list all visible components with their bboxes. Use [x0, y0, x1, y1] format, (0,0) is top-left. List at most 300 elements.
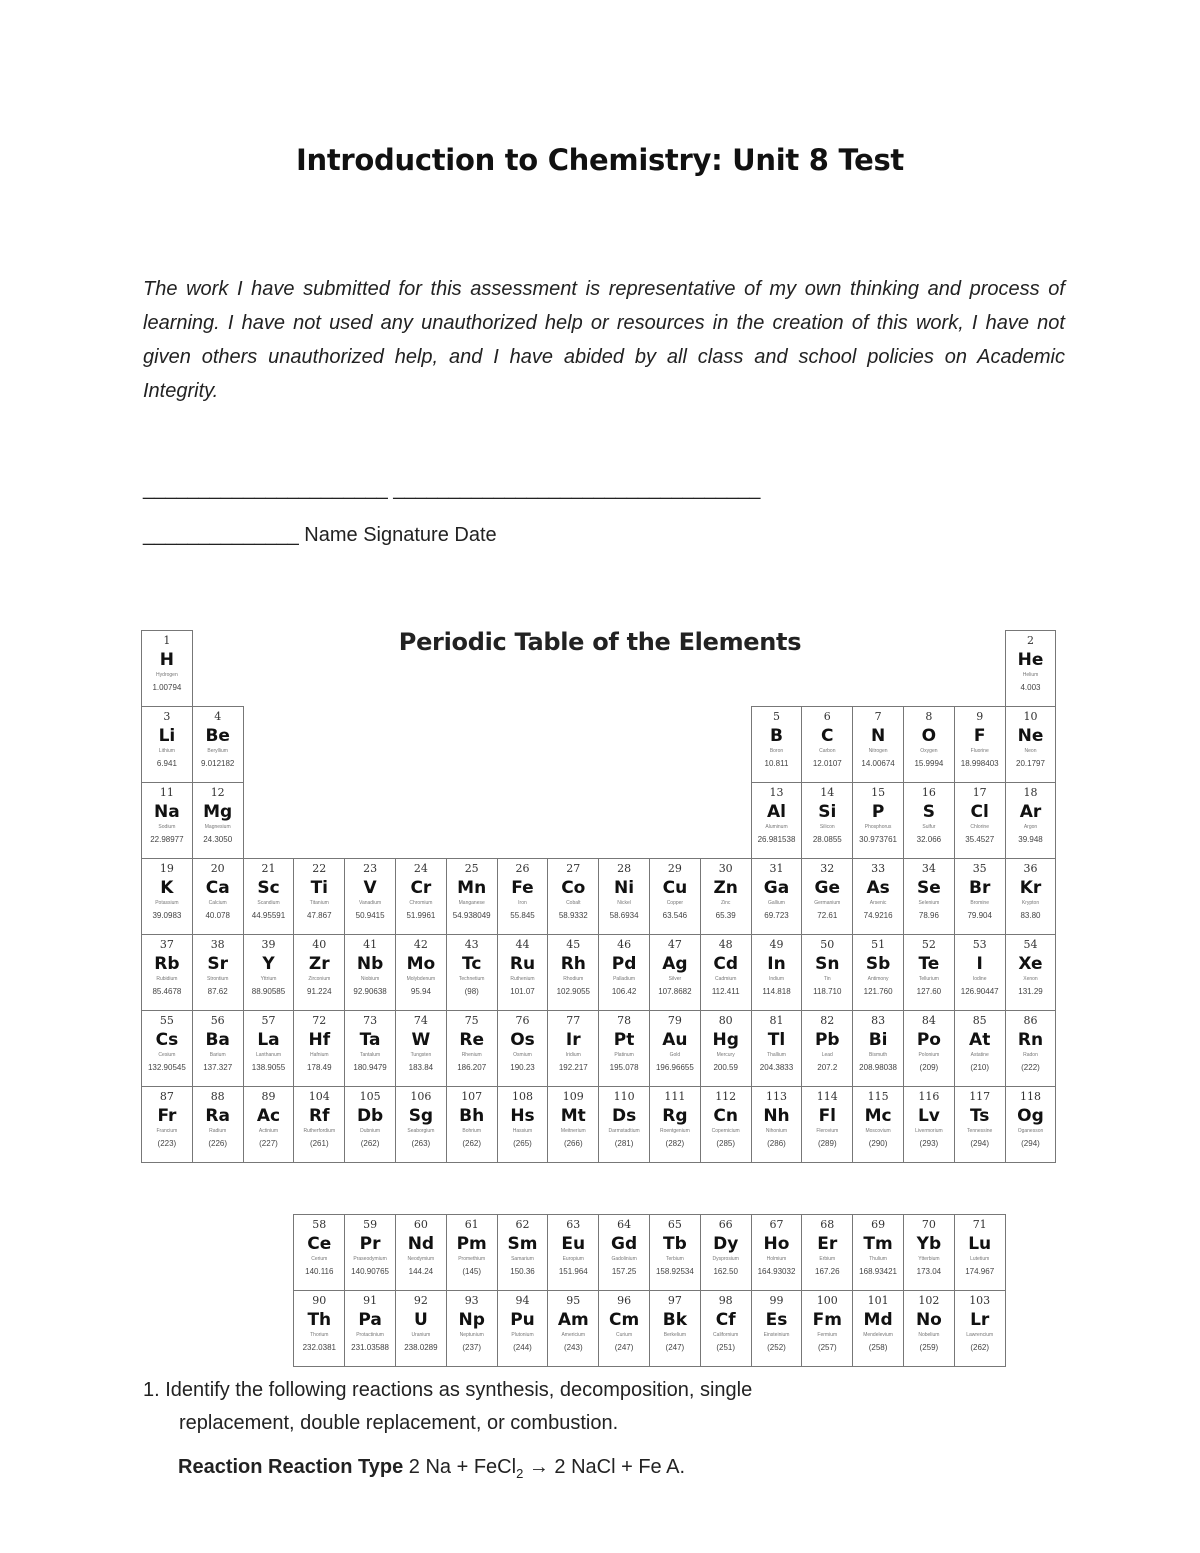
atomic-number: 8	[925, 710, 933, 723]
element-symbol: V	[363, 878, 377, 898]
element-name: Cerium	[311, 1256, 328, 1262]
element-cell-md	[852, 1290, 904, 1367]
atomic-mass: 24.3050	[203, 835, 233, 844]
atomic-mass: (286)	[767, 1139, 786, 1148]
element-cell-ni	[598, 858, 650, 935]
element-symbol: Be	[205, 726, 230, 746]
element-name: Thallium	[767, 1052, 786, 1058]
element-name: Vanadium	[359, 900, 382, 906]
element-name: Indium	[768, 976, 784, 982]
element-symbol: Bk	[662, 1310, 688, 1330]
atomic-mass: 92.90638	[353, 987, 387, 996]
element-symbol: Tl	[767, 1030, 786, 1050]
element-cell-po	[903, 1010, 955, 1087]
atomic-mass: 65.39	[715, 911, 736, 920]
element-symbol: Np	[458, 1310, 485, 1330]
element-symbol: Ac	[256, 1106, 281, 1126]
element-name: Germanium	[814, 900, 841, 906]
element-name: Mendelevium	[863, 1332, 893, 1338]
element-cell-al	[751, 782, 803, 859]
element-name: Rhodium	[563, 976, 584, 982]
element-symbol: Cl	[970, 802, 989, 822]
element-symbol: Db	[356, 1106, 384, 1126]
element-cell-kr	[1005, 858, 1057, 935]
atomic-mass: (261)	[309, 1139, 329, 1148]
element-cell-np	[446, 1290, 498, 1367]
element-cell-pb	[801, 1010, 853, 1087]
element-cell-tc	[446, 934, 498, 1011]
element-cell-u	[395, 1290, 447, 1367]
element-symbol: Ga	[763, 878, 790, 898]
element-symbol: Cr	[410, 878, 432, 898]
atomic-number: 103	[969, 1294, 991, 1307]
element-cell-y	[243, 934, 295, 1011]
question-text-line1: Identify the following reactions as synthesis, decomposition, single	[165, 1379, 753, 1401]
element-name: Lithium	[158, 748, 175, 754]
element-cell-tl	[751, 1010, 803, 1087]
element-symbol: Au	[662, 1030, 688, 1050]
atomic-number: 46	[617, 938, 632, 951]
element-cell-ra	[192, 1086, 244, 1163]
element-cell-in	[751, 934, 803, 1011]
element-cell-ru	[497, 934, 549, 1011]
element-cell-cs	[141, 1010, 193, 1087]
element-cell-as	[852, 858, 904, 935]
atomic-mass: 12.0107	[812, 759, 842, 768]
atomic-mass: (247)	[614, 1343, 634, 1352]
element-symbol: Nh	[763, 1106, 790, 1126]
atomic-number: 117	[969, 1090, 991, 1103]
atomic-mass: 200.59	[713, 1063, 738, 1072]
atomic-number: 33	[871, 862, 886, 875]
atomic-number: 1	[163, 634, 171, 647]
element-cell-rg	[649, 1086, 701, 1163]
atomic-number: 109	[562, 1090, 584, 1103]
atomic-number: 49	[769, 938, 784, 951]
atomic-number: 76	[515, 1014, 530, 1027]
atomic-mass: (244)	[513, 1343, 532, 1352]
element-name: Scandium	[257, 900, 280, 906]
element-symbol: In	[767, 954, 786, 974]
element-symbol: Eu	[561, 1234, 586, 1254]
atomic-mass: (294)	[1021, 1139, 1040, 1148]
element-cell-fe	[497, 858, 549, 935]
element-name: Thulium	[869, 1256, 887, 1262]
atomic-mass: 74.9216	[863, 911, 893, 920]
atomic-number: 16	[921, 786, 936, 799]
atomic-mass: 144.24	[408, 1267, 434, 1276]
atomic-number: 40	[312, 938, 327, 951]
element-cell-o	[903, 706, 955, 783]
atomic-number: 39	[261, 938, 276, 951]
element-cell-ir	[547, 1010, 599, 1087]
element-cell-hg	[700, 1010, 752, 1087]
element-cell-hf	[293, 1010, 345, 1087]
element-symbol: H	[159, 650, 175, 670]
atomic-number: 93	[464, 1294, 479, 1307]
element-cell-bi	[852, 1010, 904, 1087]
element-name: Dysprosium	[712, 1256, 739, 1262]
element-cell-mc	[852, 1086, 904, 1163]
element-cell-li	[141, 706, 193, 783]
element-symbol: Lr	[970, 1310, 990, 1330]
atomic-mass: (209)	[919, 1063, 939, 1072]
element-cell-na	[141, 782, 193, 859]
atomic-number: 89	[261, 1090, 276, 1103]
element-name: Plutonium	[511, 1332, 534, 1338]
atomic-number: 83	[871, 1014, 886, 1027]
element-cell-rb	[141, 934, 193, 1011]
element-cell-mo	[395, 934, 447, 1011]
element-symbol: Li	[158, 726, 176, 746]
atomic-number: 111	[664, 1090, 686, 1103]
element-cell-ba	[192, 1010, 244, 1087]
atomic-mass: 88.90585	[251, 987, 286, 996]
atomic-mass: 1.00794	[152, 683, 182, 692]
atomic-number: 20	[210, 862, 225, 875]
element-name: Bohrium	[462, 1128, 481, 1134]
atomic-mass: 232.0381	[302, 1343, 336, 1352]
element-name: Copper	[666, 900, 684, 906]
element-cell-pd	[598, 934, 650, 1011]
element-name: Bromine	[970, 900, 989, 906]
element-name: Argon	[1023, 824, 1038, 830]
element-name: Bismuth	[869, 1052, 888, 1058]
atomic-mass: (259)	[919, 1343, 939, 1352]
element-name: Xenon	[1023, 976, 1038, 982]
element-name: Nitrogen	[868, 748, 888, 754]
element-name: Gold	[669, 1052, 681, 1058]
element-symbol: Yb	[916, 1234, 942, 1254]
element-symbol: Mg	[203, 802, 233, 822]
element-cell-h	[141, 630, 193, 707]
atomic-mass: (285)	[716, 1139, 736, 1148]
element-symbol: Nb	[356, 954, 384, 974]
element-symbol: Cu	[662, 878, 688, 898]
element-name: Tin	[823, 976, 831, 982]
atomic-mass: (251)	[716, 1343, 736, 1352]
question-1	[143, 1374, 752, 1440]
atomic-mass: 238.0289	[404, 1343, 438, 1352]
element-cell-th	[293, 1290, 345, 1367]
element-symbol: Na	[154, 802, 180, 822]
element-name: Meitnerium	[560, 1128, 586, 1134]
element-cell-yb	[903, 1214, 955, 1291]
atomic-mass: 231.03588	[351, 1343, 389, 1352]
element-name: Thorium	[310, 1332, 329, 1338]
atomic-number: 118	[1019, 1090, 1041, 1103]
element-symbol: Pa	[358, 1310, 382, 1330]
element-name: Gadolinium	[611, 1256, 637, 1262]
element-cell-cu	[649, 858, 701, 935]
atomic-number: 92	[413, 1294, 428, 1307]
element-cell-mt	[547, 1086, 599, 1163]
element-name: Oganesson	[1017, 1128, 1044, 1134]
element-symbol: Sc	[257, 878, 280, 898]
atomic-number: 99	[769, 1294, 784, 1307]
atomic-mass: (223)	[157, 1139, 177, 1148]
element-cell-k	[141, 858, 193, 935]
atomic-number: 80	[718, 1014, 733, 1027]
element-cell-nh	[751, 1086, 803, 1163]
element-symbol: Y	[262, 954, 275, 974]
atomic-number: 96	[617, 1294, 632, 1307]
atomic-mass: (243)	[563, 1343, 583, 1352]
element-cell-gd	[598, 1214, 650, 1291]
atomic-number: 87	[159, 1090, 174, 1103]
atomic-number: 25	[464, 862, 479, 875]
periodic-table	[141, 628, 1056, 1368]
element-cell-c	[801, 706, 853, 783]
atomic-mass: 39.0983	[152, 911, 182, 920]
element-cell-ga	[751, 858, 803, 935]
element-cell-sg	[395, 1086, 447, 1163]
element-symbol: Es	[765, 1310, 788, 1330]
element-symbol: Br	[969, 878, 991, 898]
element-name: Promethium	[458, 1256, 486, 1262]
element-symbol: P	[871, 802, 885, 822]
element-symbol: Dy	[713, 1234, 739, 1254]
atomic-number: 22	[312, 862, 327, 875]
element-symbol: Pb	[814, 1030, 840, 1050]
atomic-mass: 131.29	[1018, 987, 1043, 996]
element-name: Samarium	[511, 1256, 534, 1262]
atomic-mass: 121.760	[863, 987, 893, 996]
element-cell-ca	[192, 858, 244, 935]
element-name: Tantalum	[359, 1052, 381, 1058]
atomic-number: 28	[617, 862, 632, 875]
atomic-mass: 10.811	[764, 759, 789, 768]
atomic-mass: (226)	[208, 1139, 228, 1148]
atomic-mass: 26.981538	[757, 835, 796, 844]
atomic-mass: 39.948	[1018, 835, 1043, 844]
element-symbol: Rn	[1017, 1030, 1044, 1050]
element-name: Selenium	[918, 900, 940, 906]
name-blank: ______________	[143, 524, 299, 546]
element-symbol: Rg	[662, 1106, 688, 1126]
element-name: Manganese	[458, 900, 485, 906]
element-name: Uranium	[411, 1332, 431, 1338]
element-cell-n	[852, 706, 904, 783]
element-cell-ti	[293, 858, 345, 935]
atomic-number: 56	[210, 1014, 225, 1027]
atomic-mass: 174.967	[965, 1267, 995, 1276]
element-cell-ac	[243, 1086, 295, 1163]
atomic-number: 114	[816, 1090, 838, 1103]
element-symbol: Ca	[205, 878, 230, 898]
element-symbol: Ne	[1017, 726, 1044, 746]
element-name: Berkelium	[663, 1332, 687, 1338]
atomic-number: 51	[871, 938, 886, 951]
element-name: Molybdenum	[406, 976, 436, 982]
element-name: Nihonium	[765, 1128, 788, 1134]
atomic-mass: 195.078	[609, 1063, 639, 1072]
element-symbol: Ru	[509, 954, 536, 974]
element-cell-se	[903, 858, 955, 935]
element-cell-cm	[598, 1290, 650, 1367]
element-symbol: Ds	[611, 1106, 637, 1126]
element-name: Einsteinium	[763, 1332, 790, 1338]
atomic-mass: 79.904	[967, 911, 992, 920]
element-name: Barium	[209, 1052, 226, 1058]
atomic-mass: 190.23	[510, 1063, 535, 1072]
atomic-mass: 20.1797	[1016, 759, 1045, 768]
element-cell-ne	[1005, 706, 1057, 783]
atomic-number: 62	[515, 1218, 530, 1231]
element-name: Krypton	[1021, 900, 1040, 906]
atomic-number: 29	[667, 862, 682, 875]
element-symbol: Er	[817, 1234, 838, 1254]
element-cell-sb	[852, 934, 904, 1011]
atomic-number: 69	[871, 1218, 886, 1231]
element-name: Beryllium	[207, 748, 228, 754]
element-symbol: Ts	[969, 1106, 990, 1126]
element-name: Strontium	[206, 976, 229, 982]
atomic-mass: 83.80	[1020, 911, 1041, 920]
element-cell-sm	[497, 1214, 549, 1291]
atomic-mass: (237)	[462, 1343, 482, 1352]
element-cell-f	[954, 706, 1006, 783]
element-symbol: Lu	[968, 1234, 992, 1254]
atomic-mass: 192.217	[558, 1063, 588, 1072]
atomic-mass: 183.84	[408, 1063, 434, 1072]
element-symbol: Ho	[763, 1234, 790, 1254]
atomic-mass: 78.96	[918, 911, 939, 920]
atomic-number: 54	[1023, 938, 1038, 951]
atomic-number: 35	[972, 862, 987, 875]
element-symbol: Re	[459, 1030, 484, 1050]
element-symbol: Tm	[863, 1234, 893, 1254]
atomic-number: 38	[210, 938, 225, 951]
element-cell-re	[446, 1010, 498, 1087]
element-name: Livermorium	[915, 1128, 943, 1134]
atomic-number: 44	[515, 938, 530, 951]
element-symbol: Si	[818, 802, 837, 822]
element-symbol: Sn	[815, 954, 840, 974]
element-name: Boron	[769, 748, 784, 754]
element-cell-sr	[192, 934, 244, 1011]
element-symbol: Bi	[868, 1030, 888, 1050]
element-cell-cf	[700, 1290, 752, 1367]
atomic-mass: 127.60	[916, 987, 942, 996]
atomic-number: 17	[972, 786, 987, 799]
element-cell-ag	[649, 934, 701, 1011]
element-cell-ts	[954, 1086, 1006, 1163]
element-symbol: Mo	[406, 954, 436, 974]
element-cell-cn	[700, 1086, 752, 1163]
atomic-number: 50	[820, 938, 835, 951]
atomic-mass: (289)	[817, 1139, 837, 1148]
element-symbol: O	[921, 726, 937, 746]
element-name: Radium	[209, 1128, 227, 1134]
element-symbol: Ti	[310, 878, 328, 898]
atomic-number: 7	[874, 710, 882, 723]
atomic-mass: 196.96655	[655, 1063, 694, 1072]
atomic-number: 42	[413, 938, 428, 951]
element-symbol: Ce	[307, 1234, 332, 1254]
atomic-number: 105	[359, 1090, 381, 1103]
element-symbol: Ba	[205, 1030, 230, 1050]
element-cell-ds	[598, 1086, 650, 1163]
element-cell-co	[547, 858, 599, 935]
atomic-number: 88	[210, 1090, 225, 1103]
element-cell-lv	[903, 1086, 955, 1163]
atomic-mass: 107.8682	[658, 987, 692, 996]
atomic-mass: (262)	[970, 1343, 990, 1352]
atomic-number: 24	[413, 862, 428, 875]
element-cell-tb	[649, 1214, 701, 1291]
atomic-number: 66	[718, 1218, 733, 1231]
element-name: Lawrencium	[966, 1332, 994, 1338]
atomic-number: 95	[566, 1294, 581, 1307]
element-symbol: W	[411, 1030, 431, 1050]
element-cell-rh	[547, 934, 599, 1011]
atomic-number: 3	[163, 710, 171, 723]
atomic-number: 32	[820, 862, 835, 875]
element-name: Rubidium	[156, 976, 178, 982]
element-cell-sc	[243, 858, 295, 935]
element-cell-mg	[192, 782, 244, 859]
element-name: Titanium	[309, 900, 329, 906]
atomic-mass: 55.845	[510, 911, 535, 920]
element-symbol: Mc	[864, 1106, 892, 1126]
element-name: Astatine	[970, 1052, 989, 1058]
element-name: Iodine	[972, 976, 987, 982]
element-symbol: La	[257, 1030, 280, 1050]
atomic-mass: 101.07	[510, 987, 535, 996]
atomic-mass: 132.90545	[147, 1063, 186, 1072]
atomic-mass: 15.9994	[914, 759, 944, 768]
element-name: Iron	[518, 900, 527, 906]
element-symbol: Co	[561, 878, 586, 898]
atomic-mass: 87.62	[207, 987, 228, 996]
atomic-number: 53	[972, 938, 987, 951]
element-cell-ce	[293, 1214, 345, 1291]
element-cell-ho	[751, 1214, 803, 1291]
atomic-mass: (266)	[563, 1139, 583, 1148]
atomic-mass: 28.0855	[812, 835, 842, 844]
element-symbol: Cm	[608, 1310, 640, 1330]
atomic-mass: 151.964	[558, 1267, 588, 1276]
element-name: Darmstadtium	[608, 1128, 640, 1134]
atomic-number: 115	[867, 1090, 889, 1103]
atomic-number: 19	[159, 862, 174, 875]
element-name: Americium	[561, 1332, 586, 1338]
element-name: Europium	[562, 1256, 584, 1262]
element-cell-au	[649, 1010, 701, 1087]
element-symbol: Al	[767, 802, 786, 822]
atomic-number: 108	[511, 1090, 533, 1103]
atomic-number: 59	[363, 1218, 378, 1231]
atomic-number: 41	[363, 938, 378, 951]
atomic-number: 65	[667, 1218, 682, 1231]
element-cell-hs	[497, 1086, 549, 1163]
element-name: Francium	[156, 1128, 178, 1134]
element-cell-p	[852, 782, 904, 859]
element-cell-db	[344, 1086, 396, 1163]
atomic-number: 30	[718, 862, 733, 875]
element-cell-ge	[801, 858, 853, 935]
atomic-number: 104	[308, 1090, 330, 1103]
element-cell-fm	[801, 1290, 853, 1367]
atomic-number: 9	[976, 710, 984, 723]
element-cell-s	[903, 782, 955, 859]
atomic-number: 61	[464, 1218, 479, 1231]
atomic-mass: 150.36	[510, 1267, 535, 1276]
atomic-mass: 47.867	[307, 911, 332, 920]
element-cell-nb	[344, 934, 396, 1011]
atomic-mass: 32.066	[916, 835, 942, 844]
